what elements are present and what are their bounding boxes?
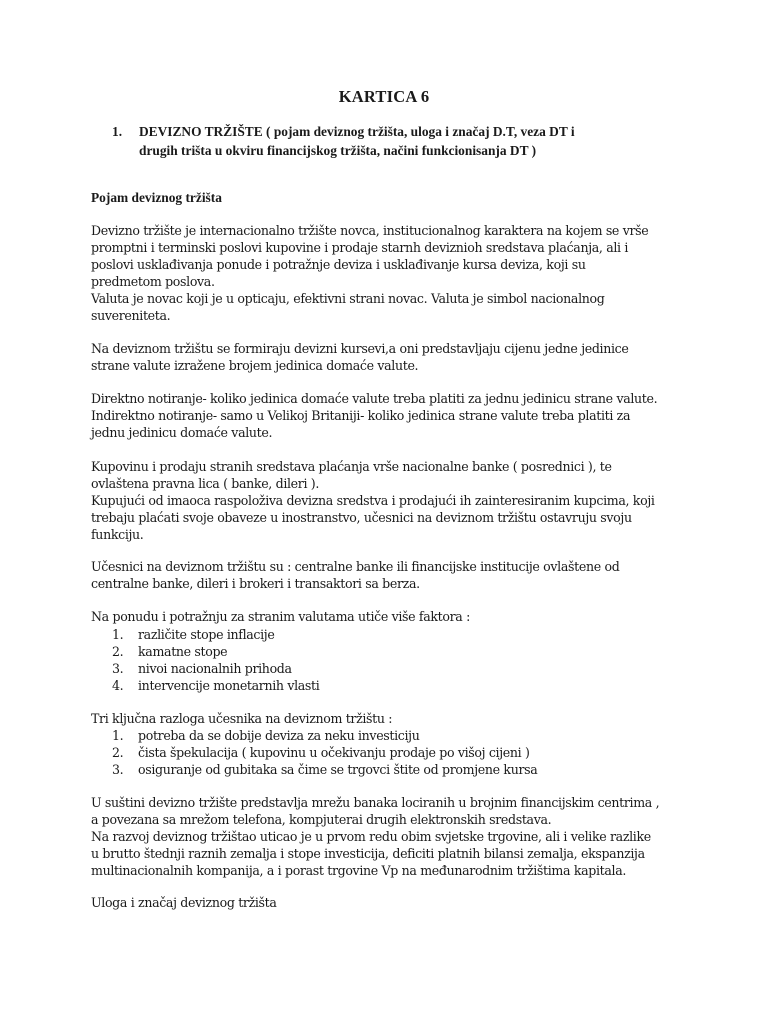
paragraph-line: Na razvoj deviznog tržištao uticao je u prvom redu obim svjetske trgovine, ali i velike razlike bbox=[91, 829, 651, 844]
paragraph-network bbox=[91, 794, 691, 879]
paragraph-line: funkciju. bbox=[91, 527, 144, 542]
paragraph-line: Na deviznom tržištu se formiraju devizni kursevi,a oni predstavljaju cijenu jedne jedinice bbox=[91, 341, 629, 356]
paragraph-line: Indirektno notiranje- samo u Velikoj Britaniji- koliko jedinica strane valute treba platiti za bbox=[91, 408, 631, 423]
paragraph-line: multinacionalnih kompanija, a i porast trgovine Vp na međunarodnim tržištima kapitala. bbox=[91, 863, 627, 878]
paragraph-line: Kupujući od imaoca raspoloživa devizna sredstva i prodajući ih zainteresiranim kupcima, koji bbox=[91, 493, 655, 508]
paragraph-line: predmetom poslova. bbox=[91, 274, 215, 289]
paragraph-line: U suštini devizno tržište predstavlja mrežu banaka lociranih u brojnim financijskim centrima , bbox=[91, 795, 660, 810]
section-heading-line-1: DEVIZNO TRŽIŠTE ( pojam deviznog tržišta, uloga i značaj D.T, veza DT i bbox=[139, 124, 575, 139]
list-item-text: čista špekulacija ( kupovinu u očekivanju prodaje po višoj cijeni ) bbox=[138, 745, 530, 760]
list-item bbox=[112, 727, 672, 744]
section-number: 1. bbox=[112, 124, 123, 139]
page-title: KARTICA 6 bbox=[338, 87, 430, 106]
paragraph-line: Na ponudu i potražnju za stranim valutama utiče više faktora : bbox=[91, 609, 470, 624]
list-item bbox=[112, 761, 672, 778]
paragraph-line: suvereniteta. bbox=[91, 308, 171, 323]
list-item-text: intervencije monetarnih vlasti bbox=[138, 678, 320, 693]
paragraph-line: Devizno tržište je internacionalno tržište novca, institucionalnog karaktera na kojem se vrše bbox=[91, 223, 649, 238]
paragraph-line: Direktno notiranje- koliko jedinica domaće valute treba platiti za jednu jedinicu strane valute. bbox=[91, 391, 658, 406]
list-item-number: 4. bbox=[112, 678, 124, 693]
list-item bbox=[112, 643, 672, 660]
list-item-text: potreba da se dobije deviza za neku investiciju bbox=[138, 728, 420, 743]
list-item-text: kamatne stope bbox=[138, 644, 228, 659]
list-item bbox=[112, 660, 672, 677]
paragraph-line: a povezana sa mrežom telefona, kompjuterai drugih elektronskih sredstava. bbox=[91, 812, 552, 827]
list-item bbox=[112, 744, 672, 761]
paragraph-line: u brutto štednji raznih zemalja i stope investicija, deficiti platnih bilansi zemalja, ekspanzija bbox=[91, 846, 645, 861]
paragraph-participants bbox=[91, 558, 691, 592]
section-heading-line-2: drugih trišta u okviru financijskog tržišta, načini funkcionisanja DT ) bbox=[139, 143, 537, 158]
paragraph-line: Valuta je novac koji je u opticaju, efektivni strani novac. Valuta je simbol nacionalnog bbox=[91, 291, 605, 306]
section-heading bbox=[112, 122, 702, 160]
list-item-text: nivoi nacionalnih prihoda bbox=[138, 661, 292, 676]
list-item-number: 2. bbox=[112, 644, 124, 659]
paragraph-line: Uloga i značaj deviznog tržišta bbox=[91, 895, 277, 910]
list-item-number: 1. bbox=[112, 627, 124, 642]
subheading: Pojam deviznog tržišta bbox=[91, 190, 222, 205]
list-item-text: osiguranje od gubitaka sa čime se trgovci štite od promjene kursa bbox=[138, 762, 538, 777]
list-item-number: 3. bbox=[112, 661, 124, 676]
paragraph-line: ovlaštena pravna lica ( banke, dileri ). bbox=[91, 476, 320, 491]
paragraph-role-heading bbox=[91, 894, 691, 911]
list-item-number: 3. bbox=[112, 762, 124, 777]
paragraph-quotation bbox=[91, 390, 691, 441]
paragraph-trading bbox=[91, 458, 691, 543]
paragraph-line: centralne banke, dileri i brokeri i transaktori sa berza. bbox=[91, 576, 420, 591]
paragraph-line: jednu jedinicu domaće valute. bbox=[91, 425, 273, 440]
paragraph-line: Učesnici na deviznom tržištu su : centralne banke ili financijske institucije ovlaštene od bbox=[91, 559, 620, 574]
paragraph-definition bbox=[91, 222, 691, 324]
paragraph-factors-intro bbox=[91, 608, 691, 625]
paragraph-line: trebaju plaćati svoje obaveze u inostranstvo, učesnici na deviznom tržištu ostavruju svoju bbox=[91, 510, 632, 525]
paragraph-reasons-intro bbox=[91, 710, 691, 727]
paragraph-exchange-rates bbox=[91, 340, 691, 374]
paragraph-line: poslovi usklađivanja ponude i potražnje deviza i usklađivanje kursa deviza, koji su bbox=[91, 257, 586, 272]
paragraph-line: strane valute izražene brojem jedinica domaće valute. bbox=[91, 358, 419, 373]
factors-list bbox=[112, 626, 672, 694]
list-item bbox=[112, 626, 672, 643]
list-item-number: 1. bbox=[112, 728, 124, 743]
reasons-list bbox=[112, 727, 672, 778]
list-item-text: različite stope inflacije bbox=[138, 627, 275, 642]
paragraph-line: Kupovinu i prodaju stranih sredstava plaćanja vrše nacionalne banke ( posrednici ), te bbox=[91, 459, 612, 474]
list-item-number: 2. bbox=[112, 745, 124, 760]
list-item bbox=[112, 677, 672, 694]
paragraph-line: promptni i terminski poslovi kupovine i prodaje starnh deviznioh sredstava plaćanja, ali i bbox=[91, 240, 629, 255]
paragraph-line: Tri ključna razloga učesnika na deviznom tržištu : bbox=[91, 711, 393, 726]
